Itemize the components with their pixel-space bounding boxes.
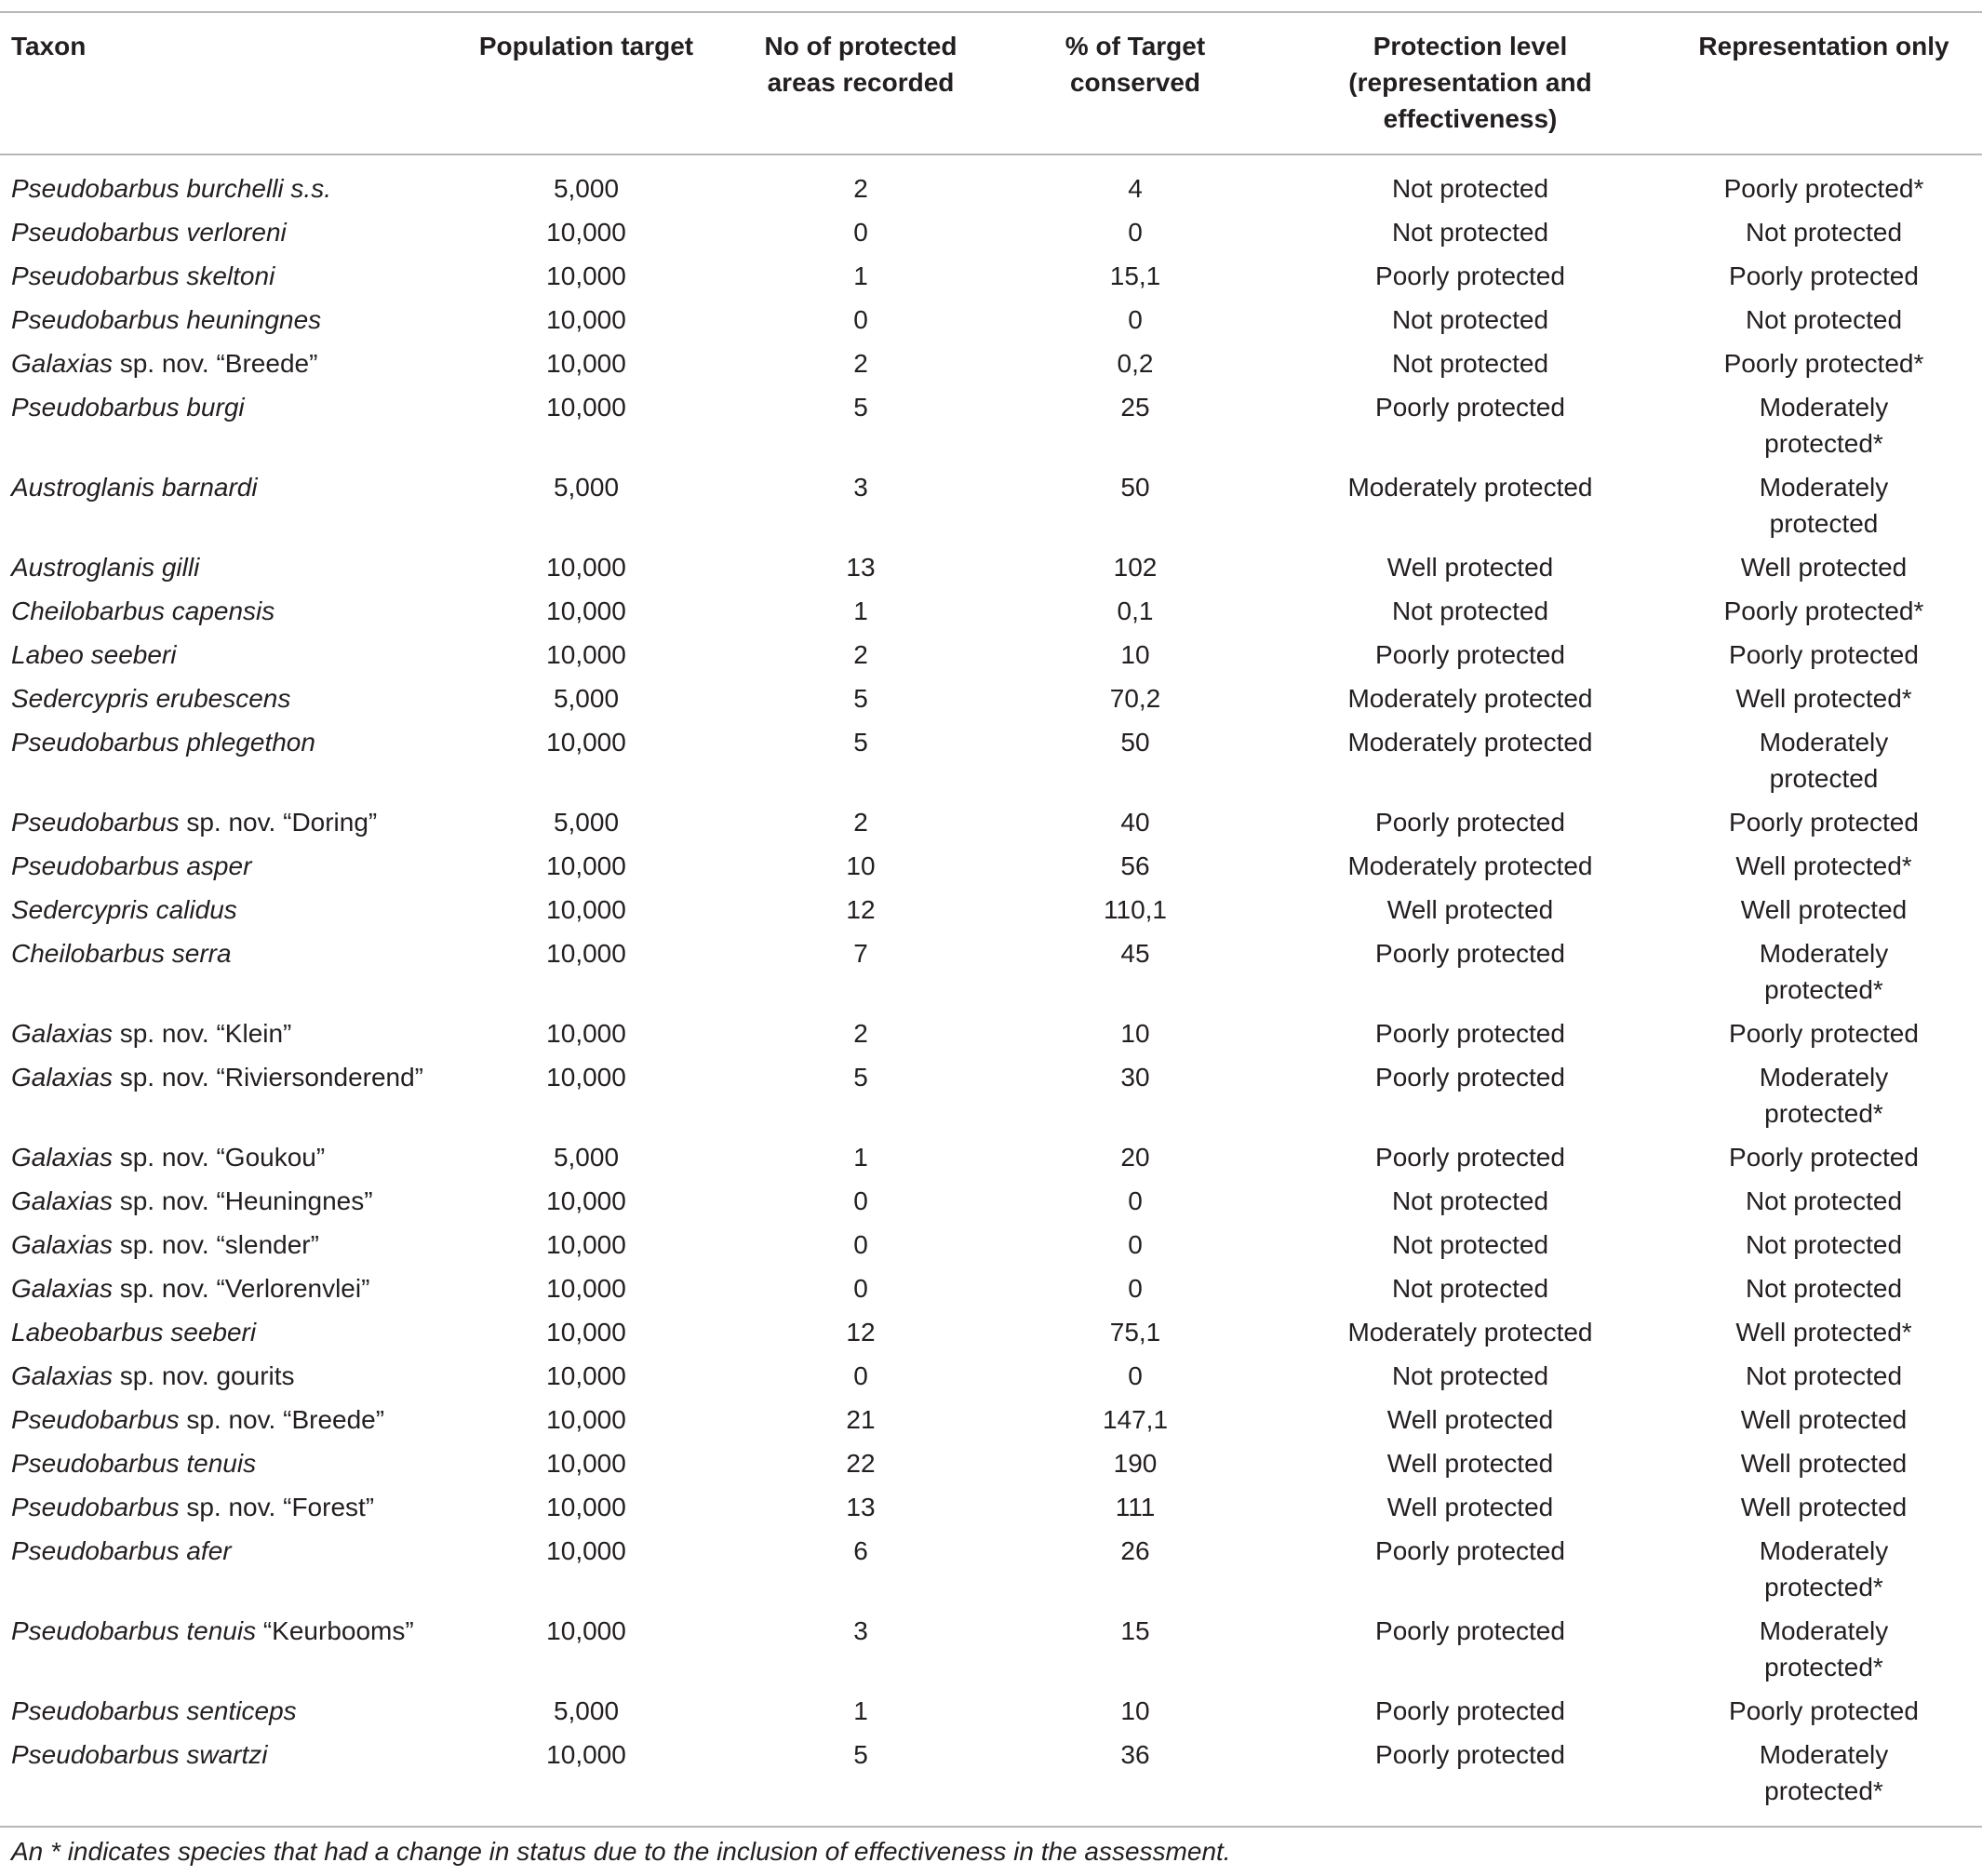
cell-protected-areas: 7 — [853, 939, 868, 968]
cell-target-conserved: 15 — [1120, 1616, 1150, 1645]
table-body — [0, 154, 1982, 1827]
table-row — [0, 385, 1982, 465]
cell-protection-level: Not protected — [1391, 305, 1549, 334]
cell-population-target: 10,000 — [546, 1449, 626, 1478]
cell-representation-only: Not protected — [1745, 1361, 1903, 1390]
taxon-genus: Pseudobarbus tenuis — [11, 1449, 257, 1478]
table-row — [0, 1223, 1982, 1266]
cell-population-target: 10,000 — [546, 1405, 626, 1434]
taxon-qualifier: sp. nov. “Riviersonderend” — [112, 1063, 424, 1092]
taxon-qualifier: sp. nov. gourits — [112, 1361, 295, 1390]
cell-target-conserved: 0 — [1128, 1230, 1143, 1259]
taxon-genus: Austroglanis barnardi — [11, 473, 258, 502]
cell-target-conserved: 50 — [1120, 728, 1150, 757]
header-protected-areas: No of protected areas recorded — [726, 12, 996, 154]
table-row — [0, 254, 1982, 298]
table-row — [0, 1354, 1982, 1398]
table-row — [0, 1441, 1982, 1485]
cell-population-target: 10,000 — [546, 1230, 626, 1259]
table-row — [0, 633, 1982, 677]
cell-population-target: 10,000 — [546, 218, 626, 247]
cell-target-conserved: 0 — [1128, 1186, 1143, 1215]
protection-table — [0, 11, 1982, 1828]
taxon-genus: Pseudobarbus burchelli s.s. — [11, 174, 331, 203]
cell-population-target: 5,000 — [553, 1143, 620, 1172]
table-row — [0, 677, 1982, 720]
cell-protected-areas: 0 — [853, 1186, 868, 1215]
table-row — [0, 154, 1982, 210]
table-footnote: An * indicates species that had a change in status due to the inclusion of effectiveness in the assessment. — [11, 1837, 1231, 1866]
cell-protected-areas: 2 — [853, 808, 868, 837]
cell-representation-only: Well protected — [1740, 553, 1908, 582]
cell-protection-level: Poorly protected — [1375, 1616, 1565, 1645]
cell-taxon — [0, 1441, 447, 1485]
cell-protected-areas: 0 — [853, 1361, 868, 1390]
header-population-target: Population target — [447, 12, 726, 154]
cell-taxon — [0, 1733, 447, 1827]
table-row — [0, 888, 1982, 931]
cell-protected-areas: 12 — [846, 1318, 876, 1347]
taxon-genus: Galaxias — [11, 1274, 113, 1303]
taxon-genus: Labeobarbus seeberi — [11, 1318, 257, 1347]
cell-protected-areas: 0 — [853, 1230, 868, 1259]
cell-protection-level: Well protected — [1386, 1405, 1554, 1434]
cell-protected-areas: 2 — [853, 174, 868, 203]
cell-taxon — [0, 1689, 447, 1733]
cell-representation-only: Well protected* — [1735, 684, 1912, 713]
cell-protected-areas: 6 — [853, 1536, 868, 1565]
cell-taxon — [0, 342, 447, 385]
header-target-conserved: % of Target conserved — [996, 12, 1275, 154]
cell-population-target: 10,000 — [546, 349, 626, 378]
cell-population-target: 10,000 — [546, 261, 626, 290]
table-row — [0, 1012, 1982, 1055]
cell-protected-areas: 13 — [846, 1493, 876, 1521]
cell-representation-only: Poorly protected — [1729, 1143, 1919, 1172]
cell-taxon — [0, 1266, 447, 1310]
table-row — [0, 931, 1982, 1012]
cell-protected-areas: 5 — [853, 684, 868, 713]
cell-target-conserved: 190 — [1113, 1449, 1158, 1478]
cell-target-conserved: 0,1 — [1117, 596, 1154, 625]
header-row — [0, 12, 1982, 154]
table-row — [0, 1055, 1982, 1135]
cell-population-target: 10,000 — [546, 393, 626, 422]
cell-protection-level: Well protected — [1386, 1449, 1554, 1478]
cell-representation-only: Not protected — [1745, 1274, 1903, 1303]
cell-population-target: 5,000 — [553, 684, 620, 713]
taxon-qualifier: sp. nov. “Heuningnes” — [112, 1186, 373, 1215]
cell-protected-areas: 2 — [853, 1019, 868, 1048]
table-row — [0, 1310, 1982, 1354]
cell-protection-level: Moderately protected — [1347, 1318, 1593, 1347]
cell-representation-only: Moderately protected* — [1759, 1740, 1889, 1805]
cell-protection-level: Poorly protected — [1375, 1740, 1565, 1769]
cell-protection-level: Poorly protected — [1375, 393, 1565, 422]
cell-representation-only: Not protected — [1745, 1186, 1903, 1215]
cell-protection-level: Poorly protected — [1375, 1019, 1565, 1048]
taxon-genus: Galaxias — [11, 1019, 113, 1048]
cell-representation-only: Not protected — [1745, 305, 1903, 334]
taxon-genus: Pseudobarbus swartzi — [11, 1740, 268, 1769]
cell-target-conserved: 36 — [1120, 1740, 1150, 1769]
taxon-qualifier: sp. nov. “Goukou” — [112, 1143, 326, 1172]
cell-representation-only: Poorly protected* — [1723, 174, 1924, 203]
cell-protection-level: Not protected — [1391, 596, 1549, 625]
taxon-genus: Pseudobarbus — [11, 1493, 180, 1521]
table-row — [0, 589, 1982, 633]
cell-taxon — [0, 210, 447, 254]
table-row — [0, 1485, 1982, 1529]
cell-representation-only: Well protected* — [1735, 851, 1912, 880]
taxon-genus: Pseudobarbus skeltoni — [11, 261, 275, 290]
cell-target-conserved: 0 — [1128, 305, 1143, 334]
cell-representation-only: Moderately protected — [1759, 473, 1889, 538]
taxon-genus: Pseudobarbus tenuis — [11, 1616, 257, 1645]
cell-taxon — [0, 589, 447, 633]
table-row — [0, 1398, 1982, 1441]
cell-protected-areas: 5 — [853, 1740, 868, 1769]
cell-representation-only: Not protected — [1745, 218, 1903, 247]
taxon-genus: Sedercypris erubescens — [11, 684, 291, 713]
cell-protected-areas: 0 — [853, 218, 868, 247]
cell-population-target: 10,000 — [546, 728, 626, 757]
cell-protected-areas: 5 — [853, 393, 868, 422]
table-row — [0, 720, 1982, 800]
taxon-genus: Pseudobarbus verloreni — [11, 218, 287, 247]
cell-target-conserved: 20 — [1120, 1143, 1150, 1172]
cell-protection-level: Poorly protected — [1375, 261, 1565, 290]
cell-protected-areas: 1 — [853, 596, 868, 625]
cell-protected-areas: 10 — [846, 851, 876, 880]
cell-taxon — [0, 298, 447, 342]
cell-population-target: 10,000 — [546, 895, 626, 924]
cell-population-target: 5,000 — [553, 1696, 620, 1725]
header-protection-level: Protection level (representation and effectiveness) — [1275, 12, 1666, 154]
cell-target-conserved: 10 — [1120, 1019, 1150, 1048]
taxon-qualifier: “Keurbooms” — [256, 1616, 414, 1645]
taxon-qualifier: sp. nov. “Klein” — [112, 1019, 292, 1048]
taxon-genus: Cheilobarbus serra — [11, 939, 232, 968]
cell-target-conserved: 4 — [1128, 174, 1143, 203]
cell-taxon — [0, 1354, 447, 1398]
cell-taxon — [0, 844, 447, 888]
header-representation-only: Representation only — [1666, 12, 1982, 154]
cell-taxon — [0, 1310, 447, 1354]
taxon-genus: Galaxias — [11, 1230, 113, 1259]
table-row — [0, 465, 1982, 545]
taxon-genus: Pseudobarbus afer — [11, 1536, 232, 1565]
cell-target-conserved: 70,2 — [1109, 684, 1161, 713]
cell-protection-level: Not protected — [1391, 174, 1549, 203]
cell-taxon — [0, 1223, 447, 1266]
cell-representation-only: Poorly protected — [1729, 1696, 1919, 1725]
table-row — [0, 1733, 1982, 1827]
cell-taxon — [0, 1609, 447, 1689]
cell-population-target: 5,000 — [553, 473, 620, 502]
cell-protection-level: Poorly protected — [1375, 1143, 1565, 1172]
cell-taxon — [0, 465, 447, 545]
cell-population-target: 10,000 — [546, 640, 626, 669]
taxon-qualifier: sp. nov. “Verlorenvlei” — [112, 1274, 370, 1303]
table-row — [0, 298, 1982, 342]
taxon-genus: Pseudobarbus burgi — [11, 393, 245, 422]
cell-protection-level: Poorly protected — [1375, 808, 1565, 837]
cell-population-target: 10,000 — [546, 1536, 626, 1565]
taxon-genus: Austroglanis gilli — [11, 553, 200, 582]
table-row — [0, 800, 1982, 844]
table-row — [0, 1266, 1982, 1310]
cell-taxon — [0, 254, 447, 298]
cell-target-conserved: 56 — [1120, 851, 1150, 880]
cell-target-conserved: 110,1 — [1104, 895, 1167, 924]
cell-protected-areas: 1 — [853, 1143, 868, 1172]
cell-population-target: 10,000 — [546, 1740, 626, 1769]
cell-population-target: 10,000 — [546, 1063, 626, 1092]
taxon-genus: Galaxias — [11, 349, 113, 378]
cell-representation-only: Not protected — [1745, 1230, 1903, 1259]
taxon-genus: Galaxias — [11, 1186, 113, 1215]
taxon-genus: Cheilobarbus capensis — [11, 596, 275, 625]
cell-taxon — [0, 1135, 447, 1179]
taxon-qualifier: sp. nov. “Forest” — [179, 1493, 375, 1521]
cell-taxon — [0, 385, 447, 465]
table-header — [0, 12, 1982, 154]
cell-target-conserved: 111 — [1115, 1493, 1156, 1521]
cell-target-conserved: 75,1 — [1109, 1318, 1161, 1347]
cell-representation-only: Poorly protected — [1729, 640, 1919, 669]
cell-protection-level: Moderately protected — [1347, 728, 1593, 757]
cell-protection-level: Poorly protected — [1375, 1063, 1565, 1092]
taxon-genus: Pseudobarbus senticeps — [11, 1696, 297, 1725]
cell-protection-level: Not protected — [1391, 218, 1549, 247]
cell-taxon — [0, 888, 447, 931]
cell-representation-only: Moderately protected* — [1759, 1536, 1889, 1601]
cell-protected-areas: 1 — [853, 1696, 868, 1725]
cell-representation-only: Well protected — [1740, 1449, 1908, 1478]
cell-representation-only: Well protected — [1740, 1405, 1908, 1434]
cell-taxon — [0, 677, 447, 720]
cell-representation-only: Poorly protected* — [1723, 349, 1924, 378]
cell-target-conserved: 10 — [1120, 1696, 1150, 1725]
cell-target-conserved: 0,2 — [1117, 349, 1154, 378]
cell-population-target: 10,000 — [546, 851, 626, 880]
cell-population-target: 10,000 — [546, 1493, 626, 1521]
cell-population-target: 10,000 — [546, 939, 626, 968]
table-row — [0, 1529, 1982, 1609]
cell-protected-areas: 21 — [846, 1405, 876, 1434]
cell-protected-areas: 5 — [853, 1063, 868, 1092]
cell-population-target: 10,000 — [546, 1019, 626, 1048]
cell-protected-areas: 1 — [853, 261, 868, 290]
cell-target-conserved: 40 — [1120, 808, 1150, 837]
taxon-genus: Pseudobarbus phlegethon — [11, 728, 315, 757]
cell-population-target: 10,000 — [546, 596, 626, 625]
cell-population-target: 10,000 — [546, 1616, 626, 1645]
taxon-genus: Pseudobarbus asper — [11, 851, 252, 880]
cell-taxon — [0, 154, 447, 210]
cell-taxon — [0, 1529, 447, 1609]
cell-taxon — [0, 800, 447, 844]
cell-protection-level: Poorly protected — [1375, 939, 1565, 968]
cell-protection-level: Not protected — [1391, 1274, 1549, 1303]
cell-protected-areas: 0 — [853, 1274, 868, 1303]
cell-protection-level: Moderately protected — [1347, 684, 1593, 713]
cell-taxon — [0, 1012, 447, 1055]
cell-population-target: 10,000 — [546, 553, 626, 582]
taxon-genus: Labeo seeberi — [11, 640, 177, 669]
taxon-qualifier: sp. nov. “Doring” — [179, 808, 378, 837]
cell-protected-areas: 13 — [846, 553, 876, 582]
table-row — [0, 1609, 1982, 1689]
table-row — [0, 545, 1982, 589]
cell-population-target: 10,000 — [546, 1186, 626, 1215]
cell-protection-level: Moderately protected — [1347, 473, 1593, 502]
cell-protection-level: Not protected — [1391, 349, 1549, 378]
cell-protected-areas: 2 — [853, 349, 868, 378]
taxon-qualifier: sp. nov. “slender” — [112, 1230, 319, 1259]
taxon-qualifier: sp. nov. “Breede” — [112, 349, 318, 378]
cell-target-conserved: 0 — [1128, 218, 1143, 247]
cell-population-target: 10,000 — [546, 1318, 626, 1347]
cell-target-conserved: 30 — [1120, 1063, 1150, 1092]
cell-protection-level: Well protected — [1386, 553, 1554, 582]
cell-population-target: 5,000 — [553, 808, 620, 837]
cell-protection-level: Well protected — [1386, 1493, 1554, 1521]
cell-protection-level: Poorly protected — [1375, 1696, 1565, 1725]
header-taxon: Taxon — [0, 12, 447, 154]
cell-representation-only: Moderately protected* — [1759, 939, 1889, 1004]
cell-representation-only: Moderately protected* — [1759, 1616, 1889, 1682]
cell-population-target: 10,000 — [546, 1274, 626, 1303]
cell-target-conserved: 25 — [1120, 393, 1150, 422]
cell-protected-areas: 2 — [853, 640, 868, 669]
taxon-genus: Pseudobarbus — [11, 1405, 180, 1434]
cell-target-conserved: 45 — [1120, 939, 1150, 968]
table-row — [0, 210, 1982, 254]
cell-representation-only: Poorly protected — [1729, 261, 1919, 290]
cell-representation-only: Well protected — [1740, 1493, 1908, 1521]
cell-protected-areas: 0 — [853, 305, 868, 334]
cell-taxon — [0, 1398, 447, 1441]
cell-protection-level: Not protected — [1391, 1230, 1549, 1259]
cell-target-conserved: 10 — [1120, 640, 1150, 669]
cell-protected-areas: 22 — [846, 1449, 876, 1478]
cell-protection-level: Not protected — [1391, 1361, 1549, 1390]
table-row — [0, 1179, 1982, 1223]
taxon-qualifier: sp. nov. “Breede” — [179, 1405, 385, 1434]
table-row — [0, 844, 1982, 888]
cell-representation-only: Well protected — [1740, 895, 1908, 924]
cell-target-conserved: 0 — [1128, 1361, 1143, 1390]
table-row — [0, 1689, 1982, 1733]
cell-taxon — [0, 720, 447, 800]
cell-target-conserved: 0 — [1128, 1274, 1143, 1303]
cell-target-conserved: 26 — [1120, 1536, 1150, 1565]
cell-protection-level: Well protected — [1386, 895, 1554, 924]
cell-protected-areas: 12 — [846, 895, 876, 924]
cell-population-target: 10,000 — [546, 1361, 626, 1390]
taxon-genus: Galaxias — [11, 1361, 113, 1390]
cell-representation-only: Moderately protected* — [1759, 393, 1889, 458]
cell-taxon — [0, 1179, 447, 1223]
taxon-genus: Pseudobarbus — [11, 808, 180, 837]
taxon-genus: Galaxias — [11, 1063, 113, 1092]
protection-table-container — [0, 11, 1982, 1876]
cell-representation-only: Well protected* — [1735, 1318, 1912, 1347]
taxon-genus: Galaxias — [11, 1143, 113, 1172]
cell-protected-areas: 3 — [853, 1616, 868, 1645]
cell-taxon — [0, 931, 447, 1012]
cell-representation-only: Poorly protected* — [1723, 596, 1924, 625]
cell-protection-level: Poorly protected — [1375, 640, 1565, 669]
cell-taxon — [0, 633, 447, 677]
cell-taxon — [0, 545, 447, 589]
cell-representation-only: Poorly protected — [1729, 1019, 1919, 1048]
cell-protected-areas: 3 — [853, 473, 868, 502]
cell-representation-only: Poorly protected — [1729, 808, 1919, 837]
cell-taxon — [0, 1485, 447, 1529]
cell-target-conserved: 50 — [1120, 473, 1150, 502]
cell-protection-level: Moderately protected — [1347, 851, 1593, 880]
cell-protected-areas: 5 — [853, 728, 868, 757]
cell-target-conserved: 102 — [1113, 553, 1158, 582]
cell-representation-only: Moderately protected — [1759, 728, 1889, 793]
cell-representation-only: Moderately protected* — [1759, 1063, 1889, 1128]
table-row — [0, 1135, 1982, 1179]
cell-protection-level: Poorly protected — [1375, 1536, 1565, 1565]
taxon-genus: Sedercypris calidus — [11, 895, 237, 924]
cell-protection-level: Not protected — [1391, 1186, 1549, 1215]
cell-population-target: 5,000 — [553, 174, 620, 203]
table-row — [0, 342, 1982, 385]
cell-target-conserved: 15,1 — [1109, 261, 1161, 290]
taxon-genus: Pseudobarbus heuningnes — [11, 305, 322, 334]
cell-population-target: 10,000 — [546, 305, 626, 334]
cell-taxon — [0, 1055, 447, 1135]
cell-target-conserved: 147,1 — [1102, 1405, 1169, 1434]
